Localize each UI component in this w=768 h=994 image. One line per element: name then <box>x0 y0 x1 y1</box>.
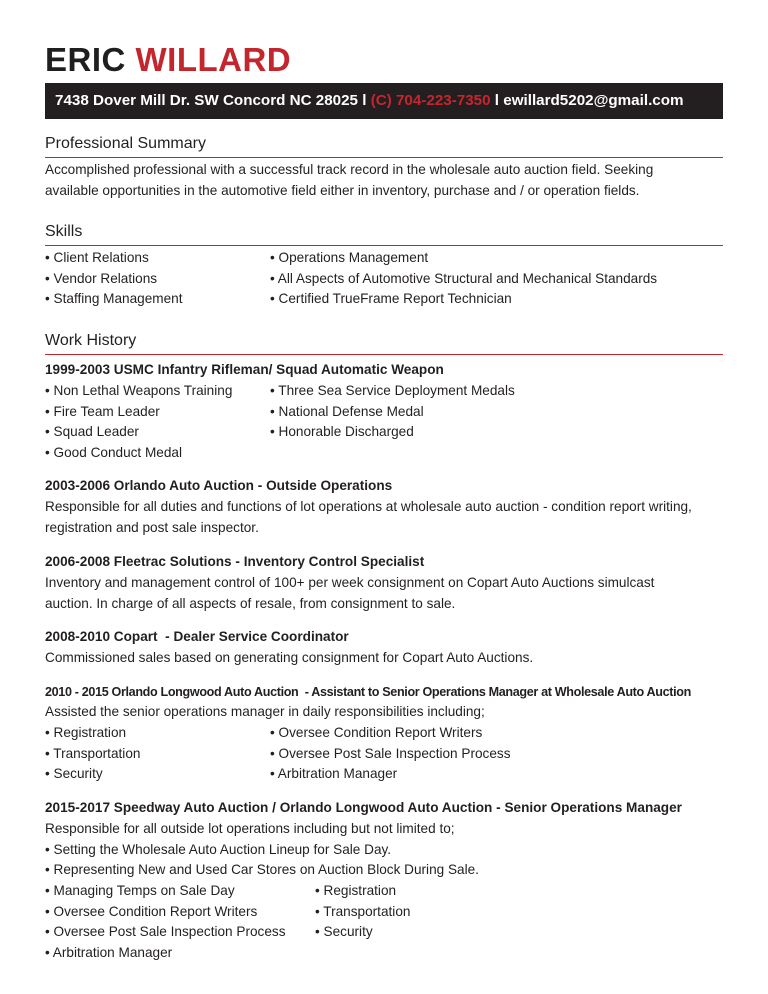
list-item: • Oversee Condition Report Writers <box>45 903 258 919</box>
job-description <box>45 702 485 723</box>
list-item: • Honorable Discharged <box>270 424 414 440</box>
job-title: 2008-2010 Copart - Dealer Service Coordinator <box>45 629 349 644</box>
summary-line: available opportunities in the automotive field either in inventory, purchase and / or operation fields. <box>45 182 640 198</box>
skill-item: • Vendor Relations <box>45 270 158 286</box>
first-name: ERIC <box>45 41 126 78</box>
description-line: Responsible for all outside lot operations including but not limited to; <box>45 821 455 836</box>
contact-bar <box>45 83 723 119</box>
job-title: 2006-2008 Fleetrac Solutions - Inventory Control Specialist <box>45 554 425 569</box>
list-item: • Security <box>45 766 103 782</box>
job-list-left <box>45 723 140 785</box>
job-list-right <box>315 881 410 943</box>
list-item: • Transportation <box>45 745 141 761</box>
job-description <box>45 648 533 669</box>
description-line: auction. In charge of all aspects of resale, from consignment to sale. <box>45 595 456 611</box>
list-item: • Security <box>315 924 373 940</box>
job-list-right <box>270 381 515 443</box>
job-description <box>45 573 654 614</box>
list-item: • Managing Temps on Sale Day <box>45 883 235 898</box>
list-item: • Oversee Post Sale Inspection Process <box>45 924 286 940</box>
list-item: • Transportation <box>315 903 411 919</box>
description-line: registration and post sale inspector. <box>45 519 259 535</box>
skills-left-column <box>45 248 183 310</box>
description-line: Assisted the senior operations manager in daily responsibilities including; <box>45 704 485 719</box>
skill-item: • Staffing Management <box>45 291 183 307</box>
job-title: 2003-2006 Orlando Auto Auction - Outside Operations <box>45 478 393 493</box>
description-line: • Setting the Wholesale Auto Auction Lineup for Sale Day. <box>45 841 392 857</box>
address: 7438 Dover Mill Dr. SW Concord NC 28025 <box>55 92 359 109</box>
list-item: • Good Conduct Medal <box>45 444 182 460</box>
description-line: Responsible for all duties and functions of lot operations at wholesale auto auction - condition report writing, <box>45 499 692 514</box>
skill-item: • Client Relations <box>45 250 149 265</box>
email-link[interactable]: ewillard5202@gmail.com <box>503 92 684 109</box>
skills-right-column <box>270 248 657 310</box>
job-list-left <box>45 381 232 463</box>
job-list-left <box>45 881 286 963</box>
skill-item: • Operations Management <box>270 250 429 265</box>
list-item: • National Defense Medal <box>270 403 424 419</box>
description-line: Inventory and management control of 100+ per week consignment on Copart Auto Auctions simulcast <box>45 575 655 590</box>
description-line: Commissioned sales based on generating consignment for Copart Auto Auctions. <box>45 650 534 665</box>
job-list-right <box>270 723 511 785</box>
job-title: 2010 - 2015 Orlando Longwood Auto Auction - Assistant to Senior Operations Manager at Wholesale Auto Auction <box>45 685 691 699</box>
list-item: • Registration <box>315 883 397 898</box>
list-item: • Oversee Condition Report Writers <box>270 725 483 740</box>
skill-item: • Certified TrueFrame Report Technician <box>270 291 512 307</box>
separator: l <box>358 92 371 109</box>
job-description <box>45 497 692 538</box>
list-item: • Oversee Post Sale Inspection Process <box>270 745 511 761</box>
work-history-heading: Work History <box>45 330 723 355</box>
phone: (C) 704-223-7350 <box>370 92 491 109</box>
list-item: • Arbitration Manager <box>270 766 398 782</box>
separator: l <box>490 92 504 109</box>
list-item: • Squad Leader <box>45 424 139 440</box>
list-item: • Three Sea Service Deployment Medals <box>270 383 515 398</box>
job-title: 2015-2017 Speedway Auto Auction / Orlando Longwood Auto Auction - Senior Operations Manager <box>45 800 682 815</box>
summary-heading: Professional Summary <box>45 133 723 158</box>
job-title: 1999-2003 USMC Infantry Rifleman/ Squad Automatic Weapon <box>45 362 444 377</box>
skills-heading: Skills <box>45 221 723 246</box>
last-name: WILLARD <box>135 41 292 78</box>
candidate-name <box>45 40 291 80</box>
list-item: • Non Lethal Weapons Training <box>45 383 233 398</box>
list-item: • Registration <box>45 725 127 740</box>
list-item: • Arbitration Manager <box>45 944 173 960</box>
list-item: • Fire Team Leader <box>45 403 160 419</box>
summary-text <box>45 160 653 201</box>
summary-line: Accomplished professional with a successful track record in the wholesale auto auction field. Seeking <box>45 162 654 177</box>
skill-item: • All Aspects of Automotive Structural and Mechanical Standards <box>270 270 658 286</box>
job-description <box>45 819 479 881</box>
description-line: • Representing New and Used Car Stores on Auction Block During Sale. <box>45 862 479 878</box>
